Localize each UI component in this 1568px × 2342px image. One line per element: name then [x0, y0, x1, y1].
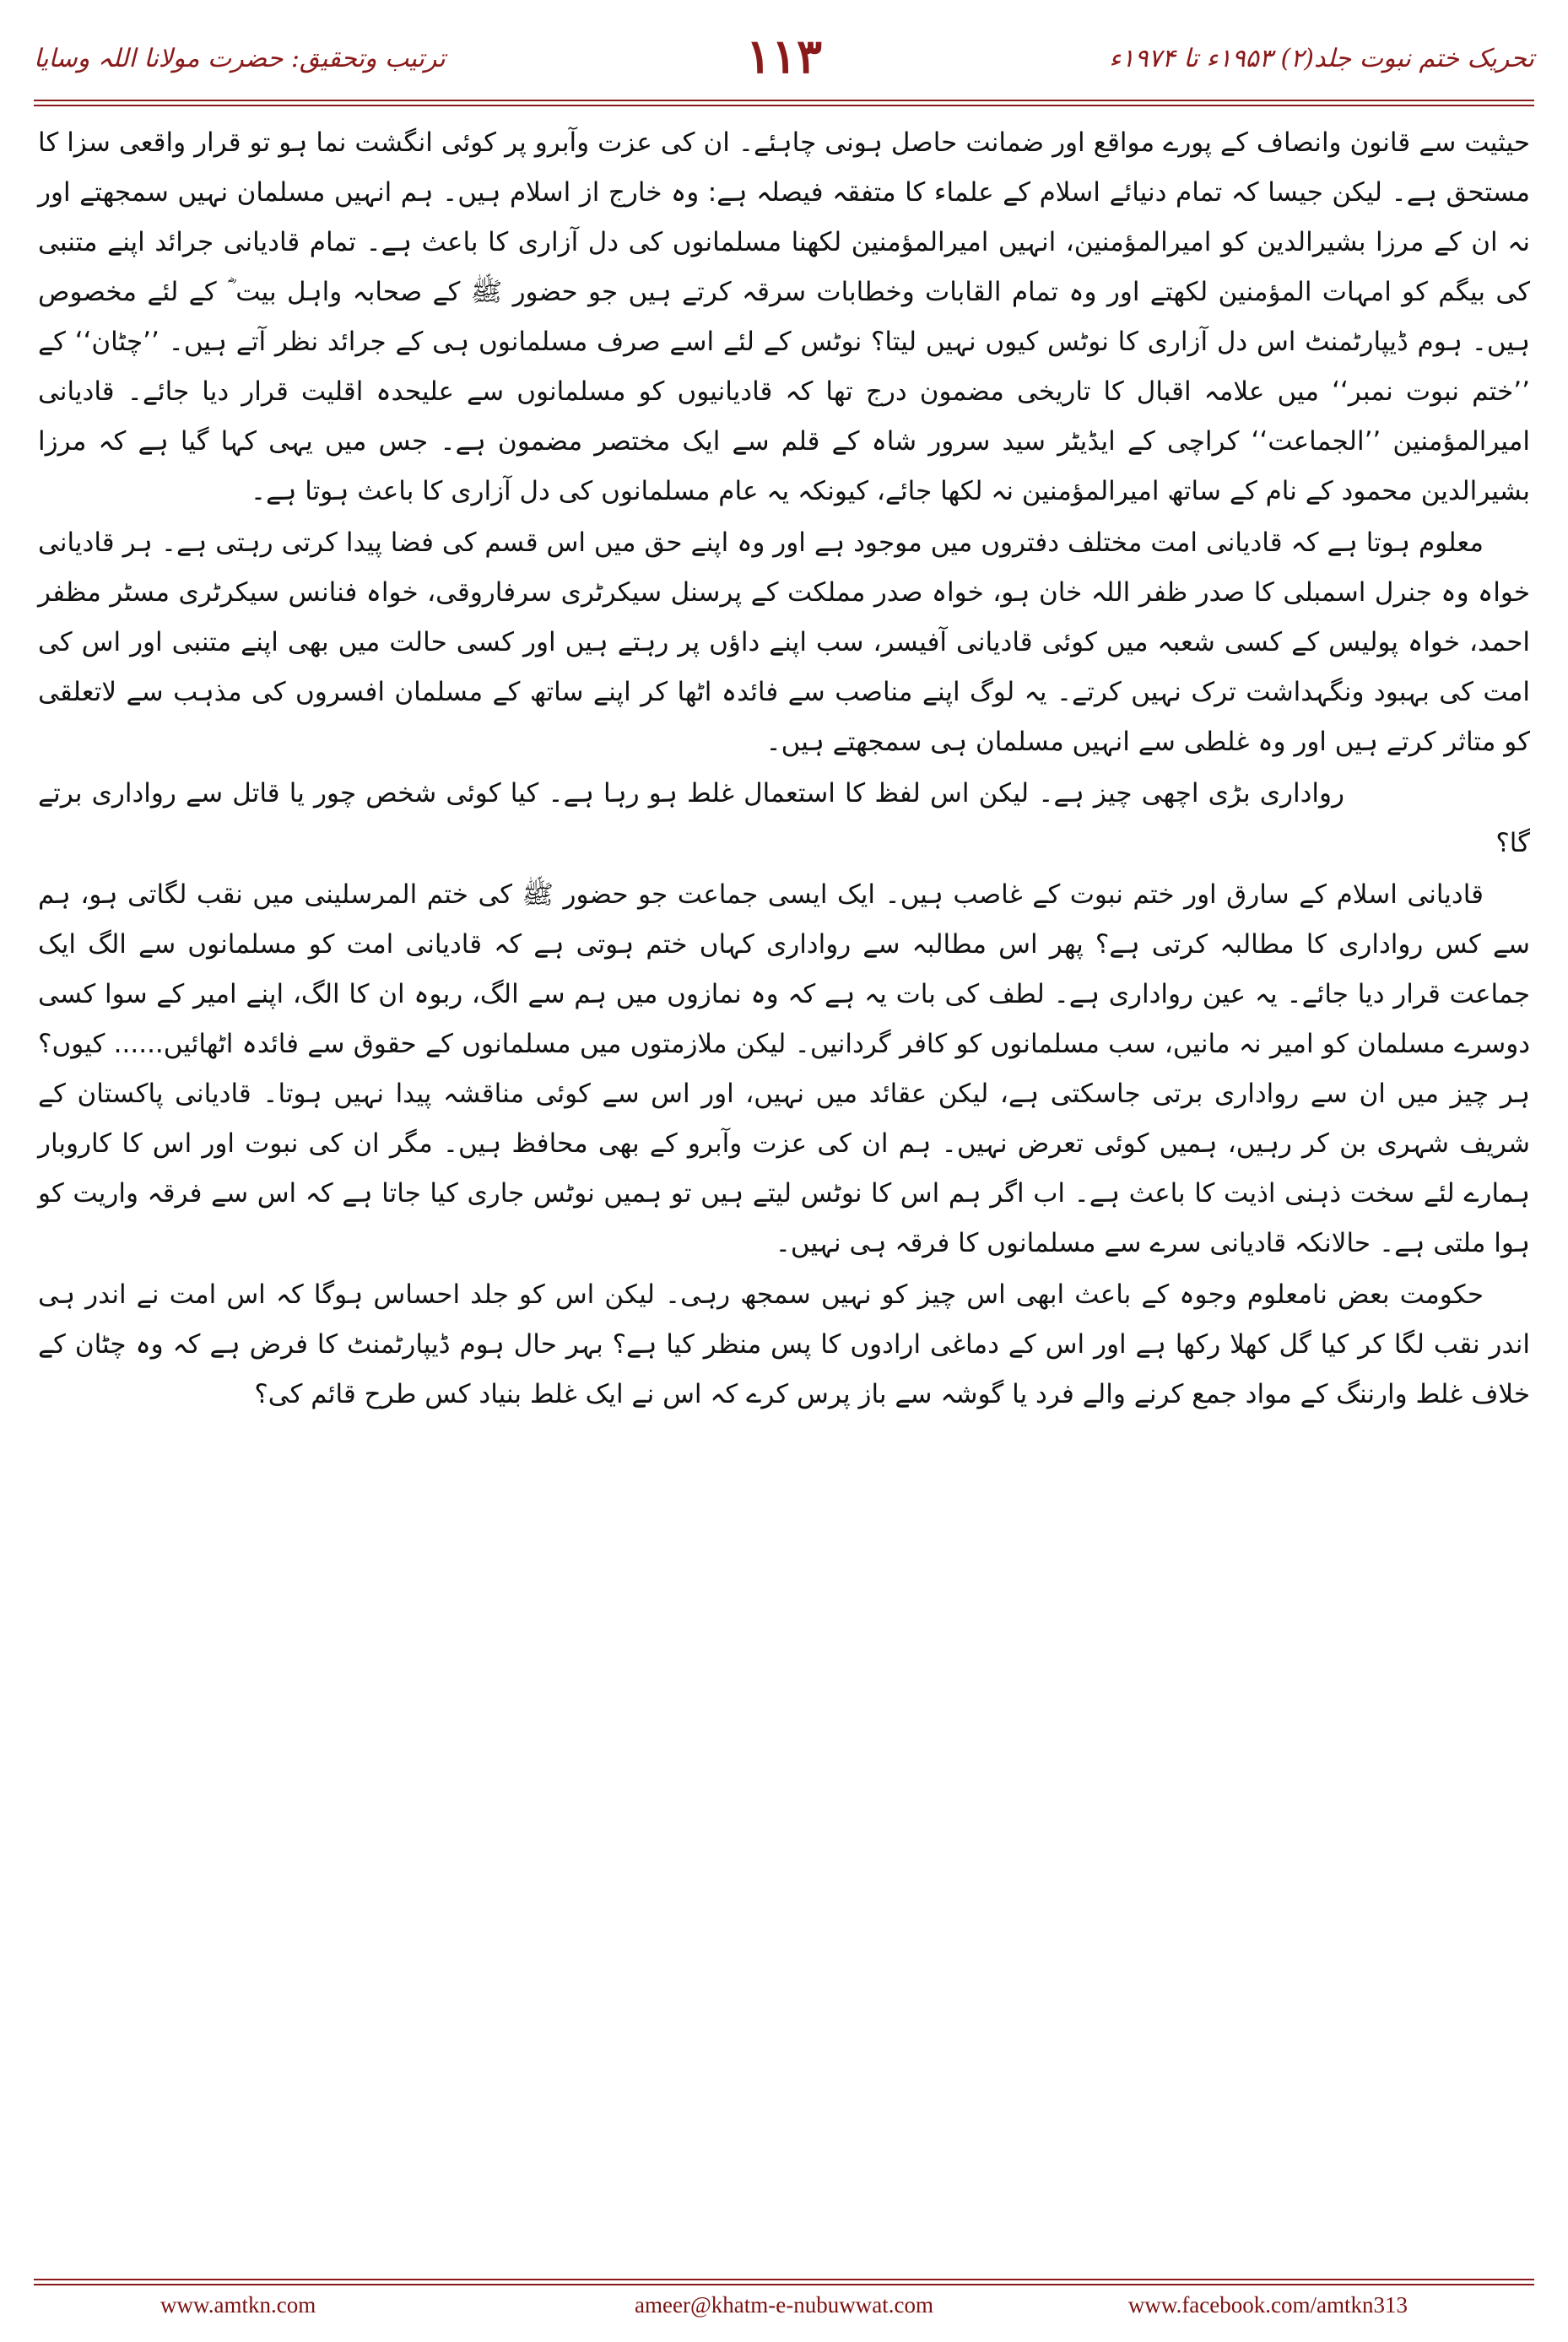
page-body — [38, 118, 1530, 2262]
header-divider — [34, 100, 1534, 106]
page-number: ١١٣ — [745, 29, 823, 84]
paragraph-2: معلوم ہوتا ہے کہ قادیانی امت مختلف دفتروں میں موجود ہے اور وہ اپنے حق میں اس قسم کی فضا پیدا کرتی رہتی ہے۔ ہر قادیانی خواہ وہ جنرل اسمبلی کا صدر ظفر اللہ خان ہو، خواہ صدر مملکت کے پرسنل سیکرٹری سرفاروقی، خواہ فنانس سیکرٹری مسٹر مظفر احمد، خواہ پولیس کے کسی شعبہ میں کوئی قادیانی آفیسر، سب اپنے داؤں پر رہتے ہیں اور کسی حالت میں بھی اپنے متنبی اور اس کی امت کی بہبود ونگہداشت ترک نہیں کرتے۔ یہ لوگ اپنے مناصب سے فائدہ اٹھا کر اپنے ساتھ کے مسلمان افسروں کی مذہب سے لاتعلقی کو متاثر کرتے ہیں اور وہ غلطی سے انہیں مسلمان ہی سمجھتے ہیں۔ — [38, 527, 1530, 757]
compiler-credit: ترتیب وتحقیق: حضرت مولانا اللہ وسایا — [34, 44, 446, 73]
footer-divider — [34, 2279, 1534, 2285]
paragraph-3: رواداری بڑی اچھی چیز ہے۔ لیکن اس لفظ کا استعمال غلط ہو رہا ہے۔ کیا کوئی شخص چور یا قاتل سے رواداری برتے گا؟ — [38, 778, 1530, 858]
paragraph-4: قادیانی اسلام کے سارق اور ختم نبوت کے غاصب ہیں۔ ایک ایسی جماعت جو حضور ﷺ کی ختم المرسلینی میں نقب لگاتی ہو، ہم سے کس رواداری کا مطالبہ کرتی ہے؟ پھر اس مطالبہ سے رواداری کہاں ختم ہوتی ہے کہ قادیانی امت کو مسلمانوں سے الگ ایک جماعت قرار دیا جائے۔ یہ عین رواداری ہے۔ لطف کی بات یہ ہے کہ وہ نمازوں میں ہم سے الگ، ربوہ ان کا الگ، اپنے امیر کے سوا کسی دوسرے مسلمان کو امیر نہ مانیں، سب مسلمانوں کو کافر گردانیں۔ لیکن ملازمتوں میں مسلمانوں کے حقوق سے فائدہ اٹھائیں...... کیوں؟ ہر چیز میں ان سے رواداری برتی جاسکتی ہے، لیکن عقائد میں نہیں، اور اس سے کوئی مناقشہ پیدا نہیں ہوتا۔ قادیانی پاکستان کے شریف شہری بن کر رہیں، ہمیں کوئی تعرض نہیں۔ ہم ان کی عزت وآبرو کے بھی محافظ ہیں۔ مگر ان کی نبوت اور اس کا کاروبار ہمارے لئے سخت ذہنی اذیت کا باعث ہے۔ اب اگر ہم اس کا نوٹس لیتے ہیں تو ہمیں نوٹس جاری کیا جاتا ہے کہ اس سے فرقہ واریت کو ہوا ملتی ہے۔ حالانکہ قادیانی سرے سے مسلمانوں کا فرقہ ہی نہیں۔ — [38, 879, 1530, 1258]
page-footer — [34, 2289, 1534, 2323]
paragraph-1: حیثیت سے قانون وانصاف کے پورے مواقع اور ضمانت حاصل ہونی چاہئے۔ ان کی عزت وآبرو پر کوئی انگشت نما ہو تو قرار واقعی سزا کا مستحق ہے۔ لیکن جیسا کہ تمام دنیائے اسلام کے علماء کا متفقہ فیصلہ ہے: وہ خارج از اسلام ہیں۔ ہم انہیں مسلمان نہیں سمجھتے اور نہ ان کے مرزا بشیرالدین کو امیرالمؤمنین، انہیں امیرالمؤمنین لکھنا مسلمانوں کی دل آزاری کا باعث ہے۔ تمام قادیانی جرائد اپنے متنبی کی بیگم کو امہات المؤمنین لکھتے اور وہ تمام القابات وخطابات سرقہ کرتے ہیں جو حضور ﷺ کے صحابہ واہل بیت ؓ کے لئے مخصوص ہیں۔ ہوم ڈیپارٹمنٹ اس دل آزاری کا نوٹس کیوں نہیں لیتا؟ نوٹس کے لئے اسے صرف مسلمانوں ہی کے جرائد نظر آتے ہیں۔ ’’چٹان‘‘ کے ’’ختم نبوت نمبر‘‘ میں علامہ اقبال کا تاریخی مضمون درج تھا کہ قادیانیوں کو مسلمانوں سے علیحدہ اقلیت قرار دیا جائے۔ قادیانی امیرالمؤمنین ’’الجماعت‘‘ کراچی کے ایڈیٹر سید سرور شاہ کے قلم سے ایک مختصر مضمون ہے۔ جس میں یہی کہا گیا ہے کہ مرزا بشیرالدین محمود کے نام کے ساتھ امیرالمؤمنین نہ لکھا جائے، کیونکہ یہ عام مسلمانوں کی دل آزاری کا باعث ہوتا ہے۔ — [38, 127, 1530, 506]
email-link[interactable]: ameer@khatm-e-nubuwwat.com — [635, 2292, 933, 2318]
page-header — [34, 25, 1534, 101]
facebook-link[interactable]: www.facebook.com/amtkn313 — [1127, 2292, 1408, 2318]
book-title: تحریک ختم نبوت جلد(۲) ۱۹۵۳ء تا ۱۹۷۴ء — [1109, 44, 1534, 73]
paragraph-5: حکومت بعض نامعلوم وجوہ کے باعث ابھی اس چیز کو نہیں سمجھ رہی۔ لیکن اس کو جلد احساس ہوگا کہ اس امت نے اندر ہی اندر نقب لگا کر کیا گل کھلا رکھا ہے اور اس کے دماغی ارادوں کا پس منظر کیا ہے؟ بہر حال ہوم ڈیپارٹمنٹ کا فرض ہے کہ وہ چٹان کے خلاف غلط وارننگ کے مواد جمع کرنے والے فرد یا گوشہ سے باز پرس کرے کہ اس نے ایک غلط بنیاد کس طرح قائم کی؟ — [38, 1279, 1530, 1409]
website-link[interactable]: www.amtkn.com — [160, 2292, 316, 2318]
